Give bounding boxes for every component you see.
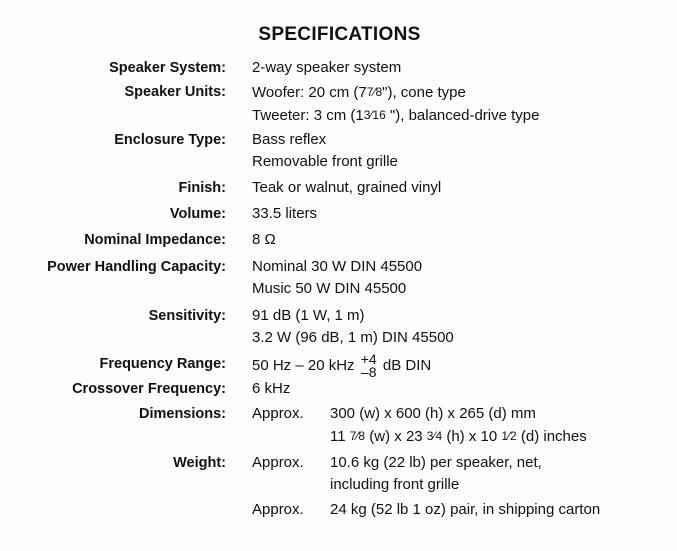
spec-value: Approx. 300 (w) x 600 (h) x 265 (d) mm 11 7⁄8 (w) x 23 3⁄4 (h) x 10 1⁄2 (d) inches — [252, 405, 587, 445]
spec-row-speaker-units — [0, 81, 677, 124]
spec-row-dimensions — [0, 403, 677, 445]
spec-label: Finish: — [178, 180, 226, 196]
spec-value: 8 Ω — [252, 231, 276, 248]
spec-value: 2-way speaker system — [252, 59, 402, 76]
spec-row-enclosure-type — [0, 129, 677, 170]
spec-label: Volume: — [169, 206, 226, 222]
spec-row-nominal-impedance — [0, 229, 677, 251]
spec-label: Sensitivity: — [148, 308, 226, 324]
spec-label: Speaker Units: — [124, 84, 226, 100]
spec-label: Crossover Frequency: — [72, 381, 226, 397]
spec-value: Woofer: 20 cm (77⁄8"), cone type Tweeter: 3 cm (13⁄16 "), balanced-drive type — [252, 84, 540, 124]
spec-label: Weight: — [173, 455, 226, 471]
spec-value: Approx. 10.6 kg (22 lb) per speaker, net, including front grille Approx. 24 kg (52 lb 1 oz) pair, in shipping carton — [252, 454, 601, 518]
spec-row-speaker-system — [0, 57, 677, 79]
spec-row-sensitivity — [0, 305, 677, 346]
spec-row-frequency-range — [0, 351, 677, 380]
tolerance-stack: +4 –8 — [360, 351, 377, 380]
spec-label: Dimensions: — [138, 406, 226, 422]
spec-row-finish — [0, 177, 677, 199]
spec-row-weight — [0, 452, 677, 518]
spec-label: Frequency Range: — [99, 356, 226, 372]
spec-value: Nominal 30 W DIN 45500 Music 50 W DIN 45500 — [252, 258, 423, 297]
spec-label: Power Handling Capacity: — [47, 259, 226, 275]
spec-value: 50 Hz – 20 kHz +4 –8 dB DIN — [252, 351, 432, 380]
spec-row-crossover-frequency — [0, 378, 677, 400]
spec-label: Enclosure Type: — [114, 132, 226, 148]
spec-label: Speaker System: — [109, 60, 226, 76]
spec-label: Nominal Impedance: — [84, 232, 226, 248]
spec-value: 33.5 liters — [252, 205, 318, 222]
page-title: SPECIFICATIONS — [258, 24, 421, 45]
spec-value: Teak or walnut, grained vinyl — [252, 179, 442, 196]
spec-row-power-handling — [0, 256, 677, 297]
spec-value: 91 dB (1 W, 1 m) 3.2 W (96 dB, 1 m) DIN 45500 — [252, 307, 454, 346]
spec-value: 6 kHz — [252, 380, 291, 397]
spec-row-volume — [0, 203, 677, 225]
spec-value: Bass reflex Removable front grille — [252, 131, 398, 170]
